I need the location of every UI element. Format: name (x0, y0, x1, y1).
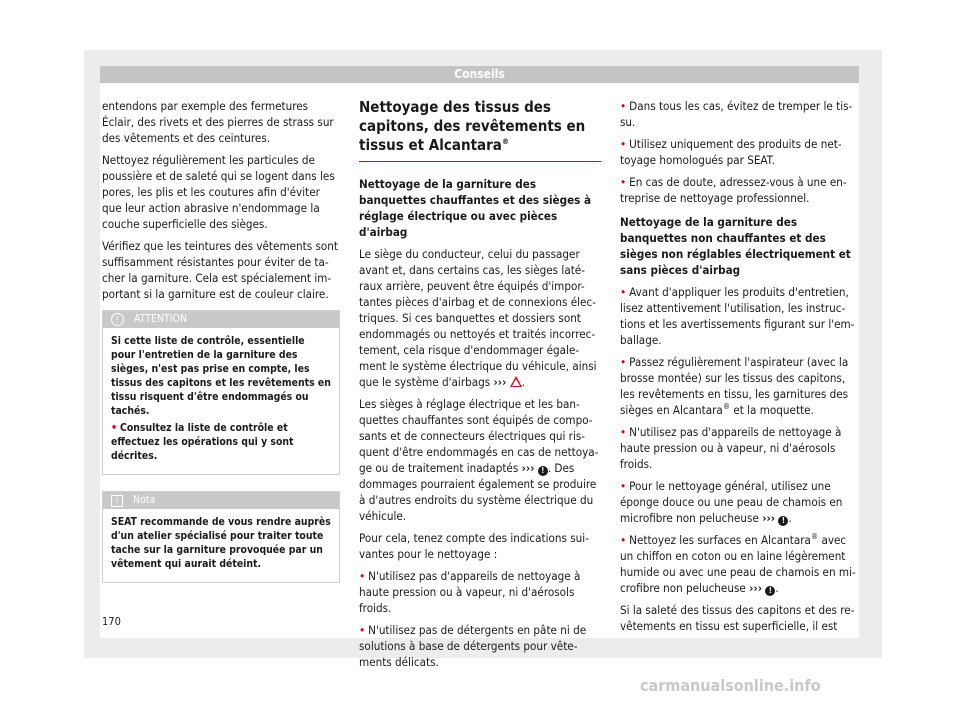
section-header: Conseils (100, 66, 859, 83)
bullet-icon: • (359, 569, 366, 583)
list-item: • Nettoyez les surfaces en Alcantara® avec un chiffon en coton ou en laine légèrement humide ou avec une peau de chamois en mi-crofibre non pelucheuse ››› ! . (620, 532, 856, 595)
list-item: • En cas de doute, adressez-vous à une en-treprise de nettoyage professionnel. (620, 175, 847, 205)
column-middle (359, 98, 601, 676)
column-right (620, 98, 856, 640)
bullet-icon: • (620, 355, 627, 369)
bullet-icon: • (620, 479, 627, 493)
bullet-icon: • (359, 623, 366, 637)
subheading: Nettoyage de la garniture des banquettes non chauffantes et des sièges non réglables électriquement et sans pièces d'airbag (620, 215, 851, 277)
attention-bullet: • Consultez la liste de contrôle et effectuez les opérations qui y sont décrites. (111, 422, 294, 462)
bullet-icon: • (620, 137, 627, 151)
attention-title: ATTENTION (134, 313, 188, 325)
bullet-icon: • (620, 533, 627, 547)
notice-icon: ! (538, 466, 548, 476)
list-item: • N'utilisez pas d'appareils de nettoyage à haute pression ou à vapeur, ni d'aérosols froids. (620, 425, 842, 471)
nota-box (102, 491, 340, 583)
bullet-icon: • (620, 99, 627, 113)
section-title: Nettoyage des tissus des capitons, des revêtements en tissus et Alcantara® (359, 98, 601, 162)
watermark: carmanualsonline.info (640, 676, 821, 695)
nota-title: Nota (133, 494, 156, 506)
list-item: • N'utilisez pas d'appareils de nettoyage à haute pression ou à vapeur, ni d'aérosols froids. (359, 569, 581, 615)
bullet-icon: • (620, 285, 627, 299)
paragraph: entendons par exemple des fermetures Éclair, des rivets et des pierres de strass sur des vêtements et des ceintures. (102, 99, 334, 145)
bullet-icon: • (111, 422, 117, 434)
info-icon: i (111, 495, 123, 507)
notice-icon: ! (765, 586, 775, 596)
bullet-icon: • (620, 425, 627, 439)
crossref-arrow[interactable]: ››› (762, 511, 776, 525)
page-number: 170 (102, 615, 121, 628)
column-left (102, 98, 340, 583)
nota-text: SEAT recommande de vous rendre auprès d'un atelier spécialisé pour traiter toute tache sur la garniture provoquée par un vêtement qui aurait déteint. (111, 516, 331, 570)
crossref-arrow[interactable]: ››› (493, 375, 507, 389)
list-item: • Dans tous les cas, évitez de tremper le tis-su. (620, 99, 853, 129)
list-item: • Pour le nettoyage général, utilisez une éponge douce ou une peau de chamois en microfibre non pelucheuse ››› ! . (620, 479, 843, 525)
paragraph: Nettoyez régulièrement les particules de poussière et de saleté qui se logent dans les pores, les plis et les coutures afin d'éviter que leur action abrasive n'endommage la couche superficielle des sièges. (102, 153, 335, 231)
paragraph: Les sièges à réglage électrique et les ban-quettes chauffantes sont équipés de compo-sants et de connecteurs électriques qui ris-quent d'être endommagés en cas de nettoya-ge ou de traitement inadaptés ››› ! . Des dommages pourraient également se produire à d'autres endroits du système électrique du véhicule. (359, 397, 599, 523)
list-item: • Utilisez uniquement des produits de net-toyage homologués par SEAT. (620, 137, 842, 167)
attention-box (102, 310, 340, 475)
bullet-icon: • (620, 175, 627, 189)
list-item: • Passez régulièrement l'aspirateur (avec la brosse montée) sur les tissus des capitons, les revêtements en tissu, les garnitures des sièges en Alcantara® et la moquette. (620, 355, 849, 417)
paragraph: Si la saleté des tissus des capitons et des re-vêtements en tissu est superficielle, il est (620, 603, 855, 633)
list-item: • N'utilisez pas de détergents en pâte ni de solutions à base de détergents pour vête-ments délicats. (359, 623, 587, 669)
paragraph: Pour cela, tenez compte des indications sui-vantes pour le nettoyage : (359, 531, 589, 561)
paragraph: Le siège du conducteur, celui du passager avant et, dans certains cas, les sièges laté-raux arrière, peuvent être équipés d'impor-tantes pièces d'airbag et de connexions élec-triques. Si ces banquettes et dossiers sont endommagés ou nettoyés et traités incorrec-tement, cela risque d'endommager égale-ment le système électrique du véhicule, ainsi que le système d'airbags ››› . (359, 247, 597, 389)
crossref-arrow[interactable]: ››› (521, 461, 535, 475)
subheading: Nettoyage de la garniture des banquettes chauffantes et des sièges à réglage électrique ou avec pièces d'airbag (359, 177, 592, 239)
paragraph: Vérifiez que les teintures des vêtements sont suffisamment résistantes pour éviter de ta-cher la garniture. Cela est spécialement im-portant si la garniture est de couleur claire. (102, 239, 338, 301)
warning-triangle-icon (510, 376, 522, 387)
notice-icon: ! (778, 516, 788, 526)
crossref-arrow[interactable]: ››› (749, 581, 763, 595)
attention-text: Si cette liste de contrôle, essentielle pour l'entretien de la garniture des sièges, n'est pas prise en compte, les tissus des capitons et les revêtements en tissu risquent d'être endommagés ou tachés. (111, 335, 331, 417)
warning-circle-icon: ! (111, 313, 124, 326)
list-item: • Avant d'appliquer les produits d'entretien, lisez attentivement l'utilisation, les instruc-tions et les avertissements figurant sur l'em-ballage. (620, 285, 855, 347)
